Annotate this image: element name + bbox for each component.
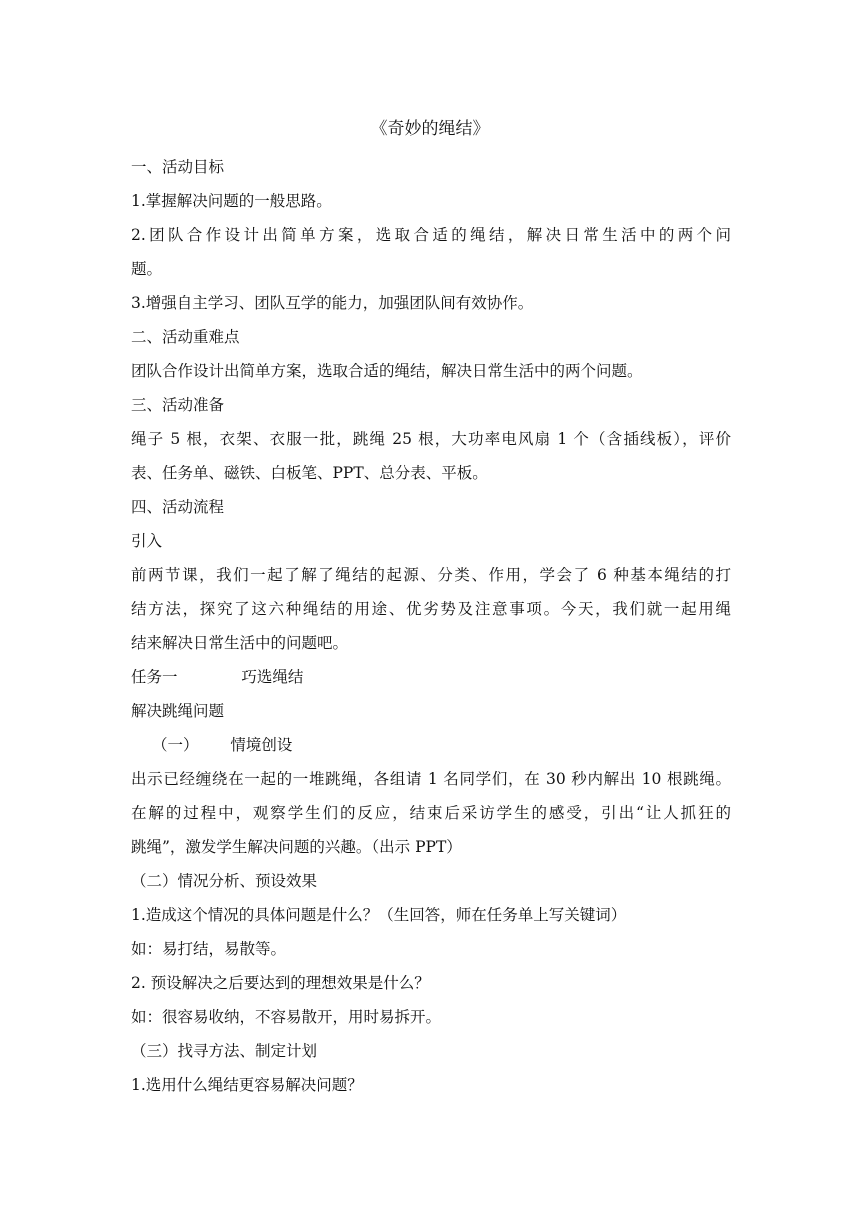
task1-name: 巧选绳结 (241, 668, 304, 686)
heading-process: 四、活动流程 (131, 498, 225, 516)
task1-subject: 解决跳绳问题 (131, 702, 225, 720)
preparation-text: 绳子 5 根，衣架、衣服一批，跳绳 25 根，大功率电风扇 1 个（含插线板），评价 (131, 430, 731, 448)
intro-text-2: 结方法，探究了这六种绳结的用途、优劣势及注意事项。今天，我们就一起用绳 (131, 600, 731, 618)
preparation-text-cont: 表、任务单、磁铁、白板笔、PPT、总分表、平板。 (131, 464, 488, 482)
scenario-text-1: 出示已经缠绕在一起的一堆跳绳，各组请 1 名同学们，在 30 秒内解出 10 根跳绳。 (131, 770, 731, 788)
intro-heading: 引入 (131, 532, 163, 550)
objective-2-cont: 题。 (131, 260, 163, 278)
analysis-q1: 1.造成这个情况的具体问题是什么？（生回答，师在任务单上写关键词） (131, 906, 627, 924)
task1-heading (131, 666, 731, 688)
heading-preparation: 三、活动准备 (131, 396, 225, 414)
key-points-text: 团队合作设计出简单方案，选取合适的绳结，解决日常生活中的两个问题。 (131, 362, 643, 380)
objective-2: 2.团队合作设计出简单方案，选取合适的绳结，解决日常生活中的两个问 (131, 226, 731, 244)
task1-label: 任务一 (131, 668, 178, 686)
method-q1: 1.选用什么绳结更容易解决问题？ (131, 1076, 363, 1094)
sub1-label: （一） (152, 736, 199, 754)
sub2-heading: （二）情况分析、预设效果 (131, 872, 318, 890)
sub3-heading: （三）找寻方法、制定计划 (131, 1042, 318, 1060)
intro-text-1: 前两节课，我们一起了解了绳结的起源、分类、作用，学会了 6 种基本绳结的打 (131, 566, 731, 584)
intro-text-3: 结来解决日常生活中的问题吧。 (131, 634, 349, 652)
heading-key-points: 二、活动重难点 (131, 328, 240, 346)
analysis-a2: 如：很容易收纳，不容易散开，用时易拆开。 (131, 1008, 442, 1026)
document-title: 《奇妙的绳结》 (370, 119, 490, 139)
scenario-text-2: 在解的过程中，观察学生们的反应，结束后采访学生的感受，引出“让人抓狂的 (131, 804, 731, 822)
heading-objectives: 一、活动目标 (131, 158, 225, 176)
sub1-heading (152, 734, 752, 756)
objective-3: 3.增强自主学习、团队互学的能力，加强团队间有效协作。 (131, 294, 534, 312)
objective-1: 1.掌握解决问题的一般思路。 (131, 192, 332, 210)
analysis-q2: 2. 预设解决之后要达到的理想效果是什么？ (131, 974, 430, 992)
analysis-a1: 如：易打结，易散等。 (131, 940, 287, 958)
scenario-text-3: 跳绳”，激发学生解决问题的兴趣。（出示 PPT） (131, 838, 462, 856)
sub1-name: 情境创设 (230, 736, 293, 754)
